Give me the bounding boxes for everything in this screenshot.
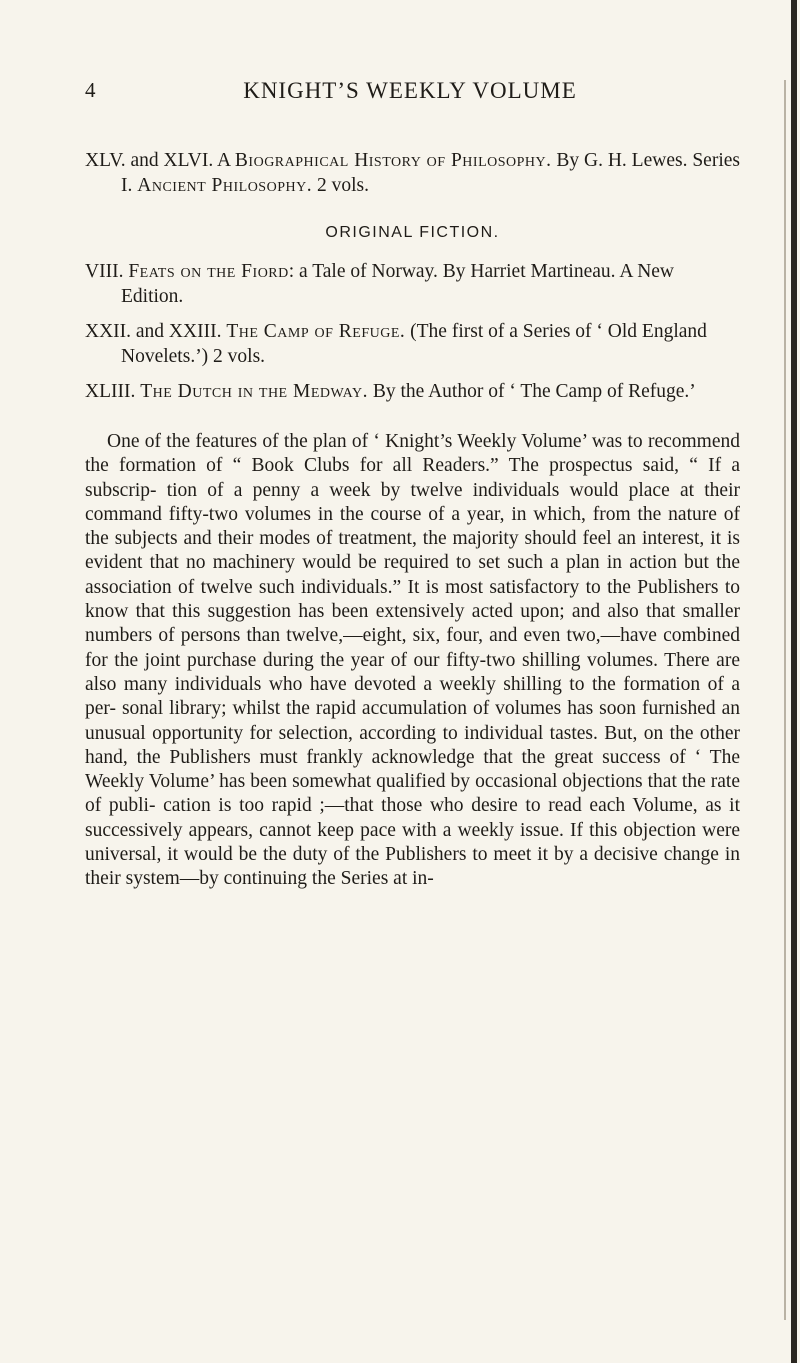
text-column: [85, 148, 740, 911]
entry-rest: By the Author of ‘ The Camp of Refuge.’: [367, 381, 696, 402]
page-edge-shadow: [784, 80, 786, 1320]
entry-rest: : a Tale of Norway. By Harriet Martineau. A New Edition.: [121, 261, 675, 307]
entry-pre: A: [217, 150, 235, 171]
entry-numeral: XLV. and XLVI.: [85, 150, 214, 171]
catalogue-entry: [85, 148, 740, 198]
entry-numeral: XXII. and XXIII.: [85, 321, 222, 342]
entry-numeral: XLIII.: [85, 381, 136, 402]
page-edge-bar: [791, 0, 797, 1363]
entry-title: Biographical History of Philosophy.: [234, 150, 552, 171]
entry-title: The Dutch in the Medway.: [140, 381, 368, 402]
entry-numeral: VIII.: [85, 261, 124, 282]
running-title: KNIGHT’S WEEKLY VOLUME: [243, 78, 577, 103]
entry-subtitle: Ancient Philosophy.: [137, 175, 313, 196]
entry-title: Feats on the Fiord: [128, 261, 289, 282]
catalogue-entry: [85, 379, 740, 404]
catalogue-entry: [85, 259, 740, 309]
catalogue-entry: [85, 319, 740, 369]
page-header: [85, 78, 735, 108]
entry-rest: (The first of a Series of ‘ Old England Novelets.’) 2 vols.: [121, 321, 707, 367]
body-paragraph: One of the features of the plan of ‘ Knight’s Weekly Volume’ was to recommend the formation of “ Book Clubs for all Readers.” The prospectus said, “ If a subscrip- tion of a penny a week by twelve individuals would place at their command fifty-two volumes in the course of a year, in which, from the nature of the subjects and their modes of treatment, the majority should feel an interest, it is evident that no machinery would be required to set such a plan in action but the association of twelve such individuals.” It is most satisfactory to the Publishers to know that this suggestion has been extensively acted upon; and also that smaller numbers of persons than twelve,—eight, six, four, and even two,—have combined for the joint purchase during the year of our fifty-two shilling volumes. There are also many individuals who have devoted a weekly shilling to the formation of a per- sonal library; whilst the rapid accumulation of volumes has soon furnished an unusual opportunity for selection, according to individual tastes. But, on the other hand, the Publishers must frankly acknowledge that the great success of ‘ The Weekly Volume’ has been somewhat qualified by occasional objections that the rate of publi- cation is too rapid ;—that those who desire to read each Volume, as it successively appears, cannot keep pace with a weekly issue. If this objection were universal, it would be the duty of the Publishers to meet it by a decisive change in their system—by continuing the Series at in-: [85, 431, 740, 890]
page-number: 4: [85, 78, 96, 102]
entry-title: The Camp of Refuge.: [226, 321, 406, 342]
entry-post: 2 vols.: [312, 175, 369, 196]
entry-mid: By G. H. Lewes. Series I.: [121, 150, 740, 196]
section-heading: ORIGINAL FICTION.: [325, 224, 500, 241]
